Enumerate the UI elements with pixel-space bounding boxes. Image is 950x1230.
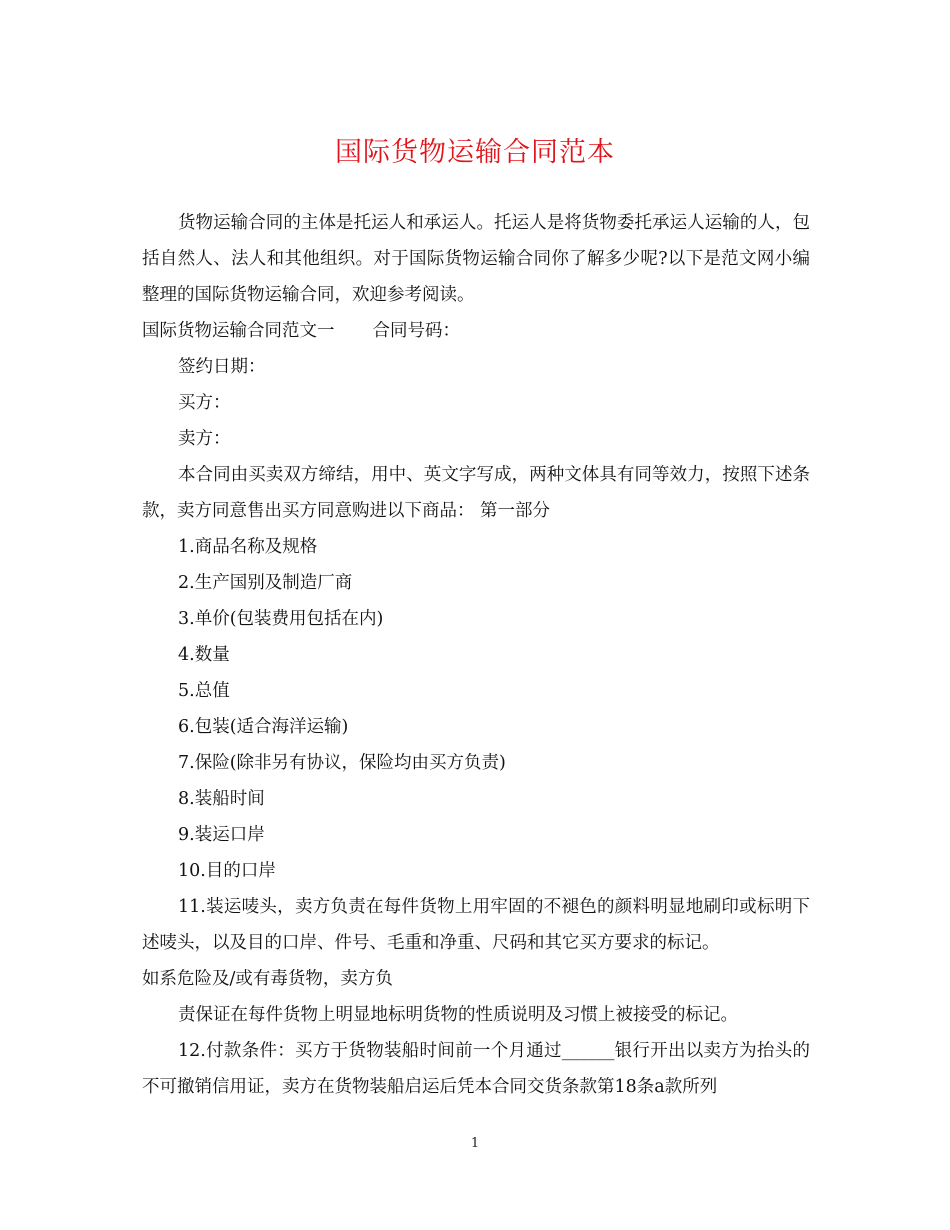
list-item: 8.装船时间: [178, 789, 265, 809]
list-item: 10.目的口岸: [178, 861, 276, 881]
seller-field: 卖方：: [178, 429, 231, 449]
preamble-paragraph: 本合同由买卖双方缔结，用中、英文字写成，两种文体具有同等效力，按照下述条款，卖方同意售出买方同意购进以下商品： 第一部分: [142, 465, 810, 521]
document-title: 国际货物运输合同范本: [335, 137, 615, 168]
sign-date-field: 签约日期：: [178, 357, 266, 377]
page-number: 1: [470, 1136, 480, 1151]
clause-11-continued-2: 责保证在每件货物上明显地标明货物的性质说明及习惯上被接受的标记。: [178, 1005, 738, 1025]
buyer-field: 买方：: [178, 393, 231, 413]
list-item: 7.保险(除非另有协议，保险均由买方负责): [178, 753, 506, 773]
clause-11: 11.装运唛头，卖方负责在每件货物上用牢固的不褪色的颜料明显地刷印或标明下述唛头，以及目的口岸、件号、毛重和净重、尺码和其它买方要求的标记。: [142, 897, 810, 953]
clause-12: 12.付款条件：买方于货物装船时间前一个月通过______银行开出以卖方为抬头的不可撤销信用证，卖方在货物装船启运后凭本合同交货条款第18条a款所列: [142, 1041, 810, 1097]
contract-sample-heading: 国际货物运输合同范文一: [142, 321, 335, 341]
list-item: 1.商品名称及规格: [178, 537, 318, 557]
list-item: 3.单价(包装费用包括在内): [178, 609, 384, 629]
list-item: 4.数量: [178, 645, 230, 665]
list-item: 5.总值: [178, 681, 230, 701]
document-body: [142, 205, 810, 1105]
list-item: 2.生产国别及制造厂商: [178, 573, 353, 593]
contract-number-label: 合同号码：: [372, 321, 460, 341]
list-item: 6.包装(适合海洋运输): [178, 717, 349, 737]
clause-11-continued: 如系危险及/或有毒货物，卖方负: [142, 969, 393, 989]
list-item: 9.装运口岸: [178, 825, 265, 845]
heading-line: [142, 313, 810, 349]
intro-paragraph: 货物运输合同的主体是托运人和承运人。托运人是将货物委托承运人运输的人，包括自然人、法人和其他组织。对于国际货物运输合同你了解多少呢?以下是范文网小编整理的国际货物运输合同，欢迎参考阅读。: [142, 213, 810, 305]
